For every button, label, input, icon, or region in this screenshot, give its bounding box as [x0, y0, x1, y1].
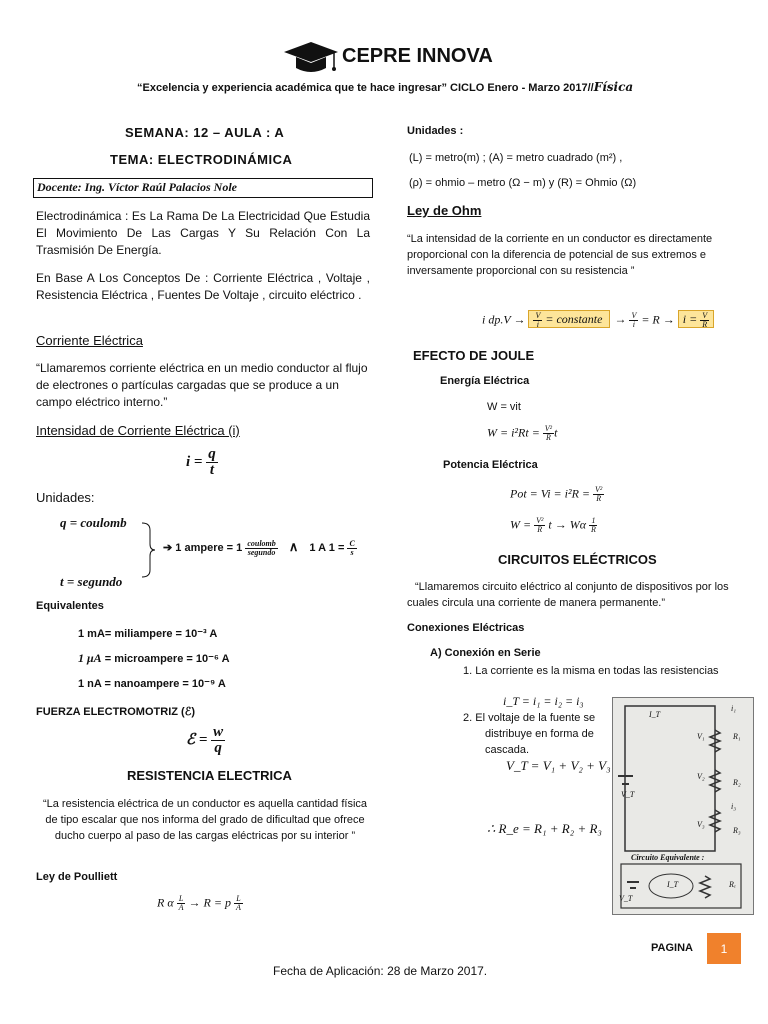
formula-i: i = [186, 453, 203, 470]
r-units-1: (L) = metro(m) ; (A) = metro cuadrado (m²) , [409, 152, 623, 164]
ohm-f3: = R → [641, 312, 675, 327]
pou-a: A [178, 903, 184, 912]
label-r3: R₃ [733, 826, 741, 835]
ohm-i: i [536, 320, 540, 329]
emf-formula [186, 725, 225, 756]
p1r: R [596, 494, 602, 503]
emf-e: ℰ = [186, 731, 208, 748]
frac-coulomb: coulomb [247, 538, 276, 548]
label-it-eq: I_T [667, 880, 679, 889]
arrow-icon: ➔ [163, 542, 173, 554]
resistance-title: RESISTENCIA ELECTRICA [127, 768, 292, 783]
ohm-v3: V [702, 311, 708, 320]
equiv-2-mu: 1 μA [78, 651, 102, 665]
brand-title: CEPRE INNOVA [342, 45, 493, 67]
a1-label: 1 A 1 = [309, 542, 345, 554]
label-i1: i₁ [731, 704, 737, 713]
p2b: t → Wα [548, 517, 587, 532]
emf-w: w [213, 724, 224, 740]
pouillet-formula [157, 895, 243, 912]
pou-l2: L [236, 894, 241, 903]
formula-q: q [208, 446, 216, 462]
header-tagline [137, 80, 633, 94]
label-v1: V₁ [697, 732, 705, 741]
joule-title: EFECTO DE JOULE [413, 348, 535, 363]
power-title: Potencia Eléctrica [443, 459, 538, 471]
intro-paragraph-1: Electrodinámica : Es La Rama De La Electricidad Que Estudia El Movimiento De Las Cargas Y Su Relación Con La Trasmisión De Energía. [36, 209, 370, 257]
ohm-f4: i = [682, 312, 698, 327]
label-r1: R₁ [733, 732, 741, 741]
and-symbol: ∧ [288, 539, 299, 554]
unit-t: t = segundo [60, 574, 123, 589]
pou-r-alpha: R α [157, 895, 174, 910]
intensity-title: Intensidad de Corriente Eléctrica (i) [36, 423, 240, 438]
series-formula-1: i_T = i₁ = i₂ = i₃ [503, 694, 584, 708]
p2a: W = [510, 517, 532, 532]
series-point-1: 1. La corriente es la misma en todas las resistencias [463, 665, 719, 677]
ampere-definition [163, 539, 357, 557]
units-title: Unidades: [36, 490, 95, 505]
w2t: t [554, 425, 558, 440]
ampere-label: 1 ampere = 1 [175, 542, 243, 554]
equivalents-title: Equivalentes [36, 600, 104, 612]
series-circuit-diagram [612, 697, 754, 915]
equiv-2-text: = microampere = 10⁻⁶ A [101, 653, 230, 665]
p1v: V² [595, 485, 603, 494]
page-label: PAGINA [651, 942, 693, 954]
teacher-name: Docente: Ing. Víctor Raúl Palacios Nole [37, 180, 237, 194]
series-point-2: 2. El voltaje de la fuente se distribuye en forma de cascada. [463, 712, 596, 756]
p2one: 1 [591, 516, 596, 525]
pou-arrow: → R = p [188, 895, 231, 910]
series-formula-3: ∴ R_e = R₁ + R₂ + R₃ [487, 821, 602, 836]
frac-c: C [349, 538, 355, 548]
power-f2 [510, 517, 598, 534]
ohm-definition: “La intensidad de la corriente en un conductor es directamente proporcional con la diferencia de potencial de sus extremos e inversamente proporcional con su resistencia ” [407, 233, 713, 277]
ohm-v: V [535, 311, 541, 320]
emf-title: FUERZA ELECTROMOTRIZ (ℰ) [36, 706, 196, 718]
equiv-1: 1 mA= miliampere = 10⁻³ A [78, 628, 218, 640]
pou-l: L [178, 894, 184, 903]
equiv-3: 1 nA = nanoampere = 10⁻⁹ A [78, 678, 226, 690]
ohm-f1: i dp.V → [482, 312, 526, 327]
r-units-title: Unidades : [407, 125, 464, 137]
current-formula [186, 447, 218, 478]
subject-text: Física [593, 80, 634, 94]
p2r: R [537, 525, 543, 534]
ohm-f2: → [614, 312, 627, 327]
frac-segundo: segundo [247, 547, 276, 557]
label-vt: V_T [621, 790, 635, 799]
label-i3: i₃ [731, 802, 737, 811]
w2r: R [546, 433, 551, 442]
w2a: W = i²Rt = [487, 425, 540, 440]
connections-title: Conexiones Eléctricas [407, 622, 525, 634]
label-r2: R₂ [733, 778, 741, 787]
p1: Pot = Vi = i²R = [510, 486, 590, 501]
power-f1 [510, 486, 604, 503]
page-number-badge [707, 933, 741, 964]
tagline-text: “Excelencia y experiencia académica que te hace ingresar” CICLO Enero - Marzo 2017// [137, 82, 594, 94]
topic-heading: TEMA: ELECTRODINÁMICA [110, 152, 293, 167]
series-title: A) Conexión en Serie [430, 647, 541, 659]
graduation-cap-icon [280, 40, 342, 76]
energy-title: Energía Eléctrica [440, 375, 530, 387]
equiv-2 [78, 651, 230, 666]
frac-s: s [350, 547, 354, 557]
ohm-formula [482, 312, 714, 329]
circuits-definition: “Llamaremos circuito eléctrico al conjunto de dispositivos por los cuales circula una corriente de manera permanente.” [407, 581, 729, 609]
label-v2: V₂ [697, 772, 705, 781]
r-units-2: (ρ) = ohmio – metro (Ω − m) y (R) = Ohmio (Ω) [409, 177, 637, 189]
formula-t: t [209, 462, 215, 478]
w2v: V² [544, 424, 553, 433]
energy-f1: W = vit [487, 401, 521, 413]
label-it: I_T [649, 710, 661, 719]
energy-f2 [487, 425, 557, 442]
ohm-r: R [702, 320, 708, 329]
ohm-const: = constante [545, 312, 603, 327]
page-number: 1 [720, 941, 728, 956]
p2rr: R [591, 525, 596, 534]
emf-q: q [214, 740, 222, 756]
series-formula-2: V_T = V₁ + V₂ + V₃ [506, 758, 611, 773]
label-re: Rₑ [729, 880, 736, 889]
pouillet-title: Ley de Poulliett [36, 871, 118, 883]
pou-a2: A [235, 903, 241, 912]
week-heading: SEMANA: 12 – AULA : A [125, 125, 285, 140]
ohm-v2: V [631, 311, 637, 320]
resistance-definition: “La resistencia eléctrica de un conductor es aquella cantidad física de tipo escalar que nos informa del grado de dificultad que ofrece ducho cuerpo al paso de las cargas eléctricas por su interior ” [42, 798, 368, 842]
intro-paragraph-2: En Base A Los Conceptos De : Corriente Eléctrica , Voltaje , Resistencia Eléctrica , Fuentes De Voltaje , circuito eléctrico . [36, 271, 370, 302]
circuits-title: CIRCUITOS ELÉCTRICOS [498, 552, 657, 567]
teacher-box [33, 178, 373, 198]
unit-q: q = coulomb [60, 515, 127, 530]
application-date: Fecha de Aplicación: 28 de Marzo 2017. [273, 964, 488, 978]
ohm-title: Ley de Ohm [407, 203, 482, 218]
current-definition: “Llamaremos corriente eléctrica en un medio conductor al flujo de electrones o partículas cargadas que se produce a un campo eléctrico interno.” [36, 361, 368, 409]
current-title: Corriente Eléctrica [36, 333, 143, 348]
label-v3: V₃ [697, 820, 705, 829]
p2v: V² [536, 516, 544, 525]
label-vt-eq: V_T [619, 894, 633, 903]
ohm-i2: i [632, 320, 635, 329]
equivalent-label: Circuito Equivalente : [631, 853, 705, 862]
brace-icon [140, 522, 156, 578]
